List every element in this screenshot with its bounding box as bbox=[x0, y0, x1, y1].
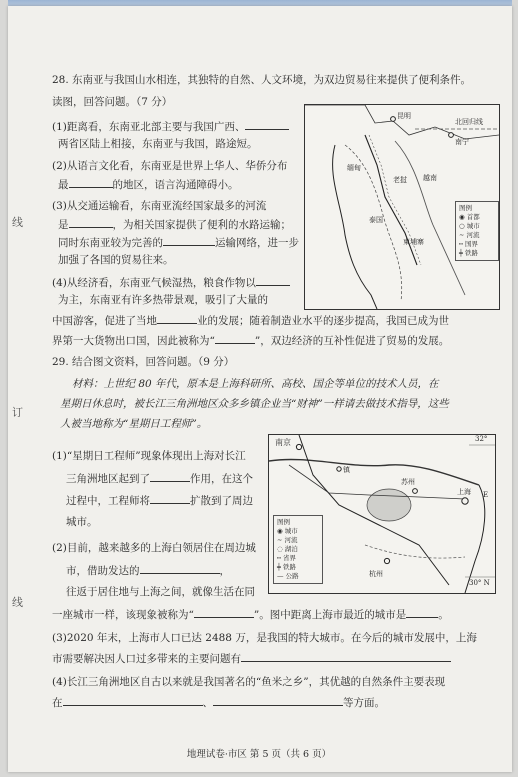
legend-item: ╪ 铁路 bbox=[277, 563, 296, 571]
answer-blank[interactable] bbox=[140, 562, 220, 574]
answer-blank[interactable] bbox=[406, 606, 438, 618]
q29-part4-text: 在 bbox=[52, 697, 63, 709]
map1-label: 北回归线 bbox=[455, 118, 483, 126]
legend-item: ◉ 首都 bbox=[459, 213, 480, 221]
answer-blank[interactable] bbox=[256, 274, 290, 286]
q28-part3-text: ，为相关国家提供了便利的水路运输； bbox=[112, 219, 291, 231]
legend-item: ◌ 湖泊 bbox=[277, 545, 298, 553]
answer-blank[interactable] bbox=[63, 694, 203, 706]
q28-part1-text: (1)距离看，东南亚北部主要与我国广西、 bbox=[52, 121, 246, 133]
q29-part1-line1: (1)“星期日工程师”现象体现出上海对长江 bbox=[52, 450, 246, 462]
map2-label: 上海 bbox=[457, 488, 471, 496]
legend-item-label: 铁路 bbox=[464, 249, 478, 257]
legend-item: ○ 城市 bbox=[459, 222, 480, 230]
q29-part3-line2 bbox=[52, 650, 451, 666]
yangtze-river bbox=[269, 459, 479, 485]
answer-blank[interactable] bbox=[241, 650, 451, 662]
map2-label: 32° bbox=[475, 435, 488, 443]
map1-label: 南宁 bbox=[455, 138, 469, 146]
q28-instruction: 读图，回答问题。（7 分） bbox=[52, 96, 173, 108]
legend-item-label: 城市 bbox=[466, 222, 480, 230]
legend-item: ╪ 铁路 bbox=[459, 249, 478, 257]
q29-part2-line3: 往返于居住地与上海之间，就像生活在同 bbox=[66, 586, 255, 598]
q29-heading: 29. 结合图文资料，回答问题。（9 分） bbox=[52, 356, 235, 368]
answer-blank[interactable] bbox=[213, 694, 343, 706]
map1-label: 泰国 bbox=[369, 216, 383, 224]
q29-part1-text: 三角洲地区起到了 bbox=[66, 473, 150, 485]
q28-part4-text: ”，双边经济的互补性促进了贸易的发展。 bbox=[254, 335, 450, 347]
hangzhou-marker bbox=[384, 558, 389, 563]
q29-part2-text: ”。图中距离上海市最近的城市是 bbox=[253, 609, 407, 621]
q29-part2-text: 一座城市一样，该现象被称为“ bbox=[52, 609, 194, 621]
map2-label: E bbox=[483, 491, 489, 499]
q28-part4-line3 bbox=[52, 312, 449, 328]
legend-title: 图例 bbox=[459, 204, 472, 212]
map2-legend bbox=[273, 515, 323, 584]
q29-part1-text: 过程中，工程师将 bbox=[66, 495, 150, 507]
legend-title: 图例 bbox=[277, 518, 290, 526]
q28-part3-line3 bbox=[58, 234, 299, 250]
province-border bbox=[365, 545, 465, 558]
legend-item: — 公路 bbox=[277, 572, 299, 580]
map1-label: 柬埔寨 bbox=[403, 238, 424, 246]
answer-blank[interactable] bbox=[245, 118, 289, 130]
answer-blank[interactable] bbox=[215, 332, 255, 344]
legend-item-label: 河流 bbox=[466, 231, 480, 239]
legend-item-label: 公路 bbox=[285, 572, 299, 580]
q29-part4-text: 等方面。 bbox=[343, 697, 385, 709]
nanning-city-marker bbox=[449, 133, 454, 138]
legend-item: ∼ 河流 bbox=[277, 536, 298, 544]
q29-part3-text: 市需要解决因人口过多带来的主要问题有 bbox=[52, 653, 241, 665]
q28-part4-text: 界第一大货物出口国，因此被称为“ bbox=[52, 335, 215, 347]
q29-material-line1: 材料：上世纪 80 年代，原本是上海科研所、高校、国企等单位的技术人员，在 bbox=[72, 378, 439, 390]
southeast-asia-map bbox=[304, 104, 500, 310]
q28-part2-line2 bbox=[58, 176, 239, 192]
q28-part1-line2: 两省区陆上相接，东南亚与我国，路途短。 bbox=[58, 138, 258, 150]
suzhou-marker bbox=[413, 489, 418, 494]
answer-blank[interactable] bbox=[69, 216, 113, 228]
legend-item-label: 省界 bbox=[282, 554, 296, 562]
binding-margin-char: 订 bbox=[12, 406, 23, 419]
taihu-lake bbox=[367, 489, 411, 521]
map2-label: 30° N bbox=[469, 579, 490, 587]
page-footer: 地理试卷·市区 第 5 页（共 6 页） bbox=[186, 749, 332, 760]
binding-margin-char: 线 bbox=[12, 596, 23, 609]
legend-item: ∼ 河流 bbox=[459, 231, 480, 239]
q28-intro: 28. 东南亚与我国山水相连，其独特的自然、人文环境，为双边贸易往来提供了便利条件。 bbox=[52, 74, 472, 86]
q28-part1-line1 bbox=[52, 118, 289, 134]
legend-item-label: 湖泊 bbox=[284, 545, 298, 553]
answer-blank[interactable] bbox=[194, 606, 254, 618]
q28-part4-line4 bbox=[52, 332, 449, 348]
q28-part3-text: 同时东南亚较为完善的 bbox=[58, 237, 163, 249]
q28-part4-line1 bbox=[52, 274, 290, 290]
legend-item-label: 河流 bbox=[284, 536, 298, 544]
legend-item: ┅ 省界 bbox=[277, 554, 296, 562]
q29-material-line3: 人被当地称为“星期日工程师”。 bbox=[60, 418, 208, 430]
q29-part3-line1: (3)2020 年末，上海市人口已达 2488 万，是我国的特大城市。在今后的城市发展中，上海 bbox=[52, 632, 477, 644]
answer-blank[interactable] bbox=[150, 492, 190, 504]
q28-part3-line2 bbox=[58, 216, 291, 232]
answer-blank[interactable] bbox=[150, 470, 190, 482]
q29-part4-line2 bbox=[52, 694, 385, 710]
legend-item-label: 国界 bbox=[464, 240, 478, 248]
map1-label: 缅甸 bbox=[347, 164, 361, 172]
q29-material-line2: 星期日休息时，被长江三角洲地区众多乡镇企业当“财神”一样请去做技术指导，这些 bbox=[60, 398, 449, 410]
answer-blank[interactable] bbox=[157, 312, 197, 324]
q28-part2-text: 的地区，语言沟通障碍小。 bbox=[112, 179, 239, 191]
q28-part4-text: (4)从经济看，东南亚气候湿热，粮食作物以 bbox=[52, 277, 256, 289]
q29-part2-text: 。 bbox=[438, 609, 449, 621]
q29-part1-line3 bbox=[66, 492, 253, 508]
q29-part2-line1: (2)目前，越来越多的上海白领居住在周边城 bbox=[52, 542, 256, 554]
map1-label: 老挝 bbox=[393, 176, 407, 184]
map2-label: 南京 bbox=[275, 438, 291, 447]
q28-part3-text: 运输网络，进一步 bbox=[215, 237, 299, 249]
q29-part4-line1: (4)长江三角洲地区自古以来就是我国著名的“鱼米之乡”，其优越的自然条件主要表现 bbox=[52, 676, 446, 688]
zhenjiang-marker bbox=[337, 467, 341, 471]
map1-legend bbox=[455, 201, 499, 261]
legend-item-label: 首都 bbox=[466, 213, 480, 221]
q28-part4-line2: 为主，东南亚有许多热带景观，吸引了大量的 bbox=[58, 294, 268, 306]
q28-part4-text: 中国游客，促进了当地 bbox=[52, 315, 157, 327]
legend-item-label: 城市 bbox=[284, 527, 298, 535]
shanghai-marker bbox=[462, 498, 468, 504]
map1-label: 越南 bbox=[423, 174, 437, 182]
q29-part1-text: 作用，在这个 bbox=[190, 473, 253, 485]
q29-part1-line4: 城市。 bbox=[66, 516, 98, 528]
map2-label: 镇 bbox=[343, 466, 350, 474]
q28-part3-text: 是 bbox=[58, 219, 69, 231]
legend-item: ┅ 国界 bbox=[459, 240, 478, 248]
q28-part2-line1: (2)从语言文化看，东南亚是世界上华人、华侨分布 bbox=[52, 160, 288, 172]
map2-label: 杭州 bbox=[369, 570, 383, 578]
answer-blank[interactable] bbox=[163, 234, 215, 246]
binding-margin-char: 线 bbox=[12, 216, 23, 229]
q29-part1-text: 扩散到了周边 bbox=[190, 495, 253, 507]
yangtze-delta-map bbox=[268, 434, 496, 594]
q28-part4-text: 业的发展；随着制造业水平的逐步提高，我国已成为世 bbox=[197, 315, 449, 327]
q28-part3-line1: (3)从交通运输看，东南亚流经国家最多的河流 bbox=[52, 200, 267, 212]
q28-part2-text: 最 bbox=[58, 179, 69, 191]
q29-part2-line2 bbox=[66, 562, 230, 578]
q29-part1-line2 bbox=[66, 470, 253, 486]
legend-item: ◉ 城市 bbox=[277, 527, 298, 535]
legend-item-label: 铁路 bbox=[282, 563, 296, 571]
kunming-city-marker bbox=[391, 117, 396, 122]
map1-label: 昆明 bbox=[397, 112, 411, 120]
q28-part3-line4: 加强了各国的贸易往来。 bbox=[58, 254, 174, 266]
q29-part2-text: 市，借助发达的 bbox=[66, 565, 140, 577]
nanjing-marker bbox=[296, 444, 301, 449]
q29-part4-text: 、 bbox=[202, 697, 213, 709]
q29-part2-text: ， bbox=[219, 565, 230, 577]
answer-blank[interactable] bbox=[69, 176, 113, 188]
q29-part2-line4 bbox=[52, 606, 449, 622]
map2-label: 苏州 bbox=[401, 478, 415, 486]
